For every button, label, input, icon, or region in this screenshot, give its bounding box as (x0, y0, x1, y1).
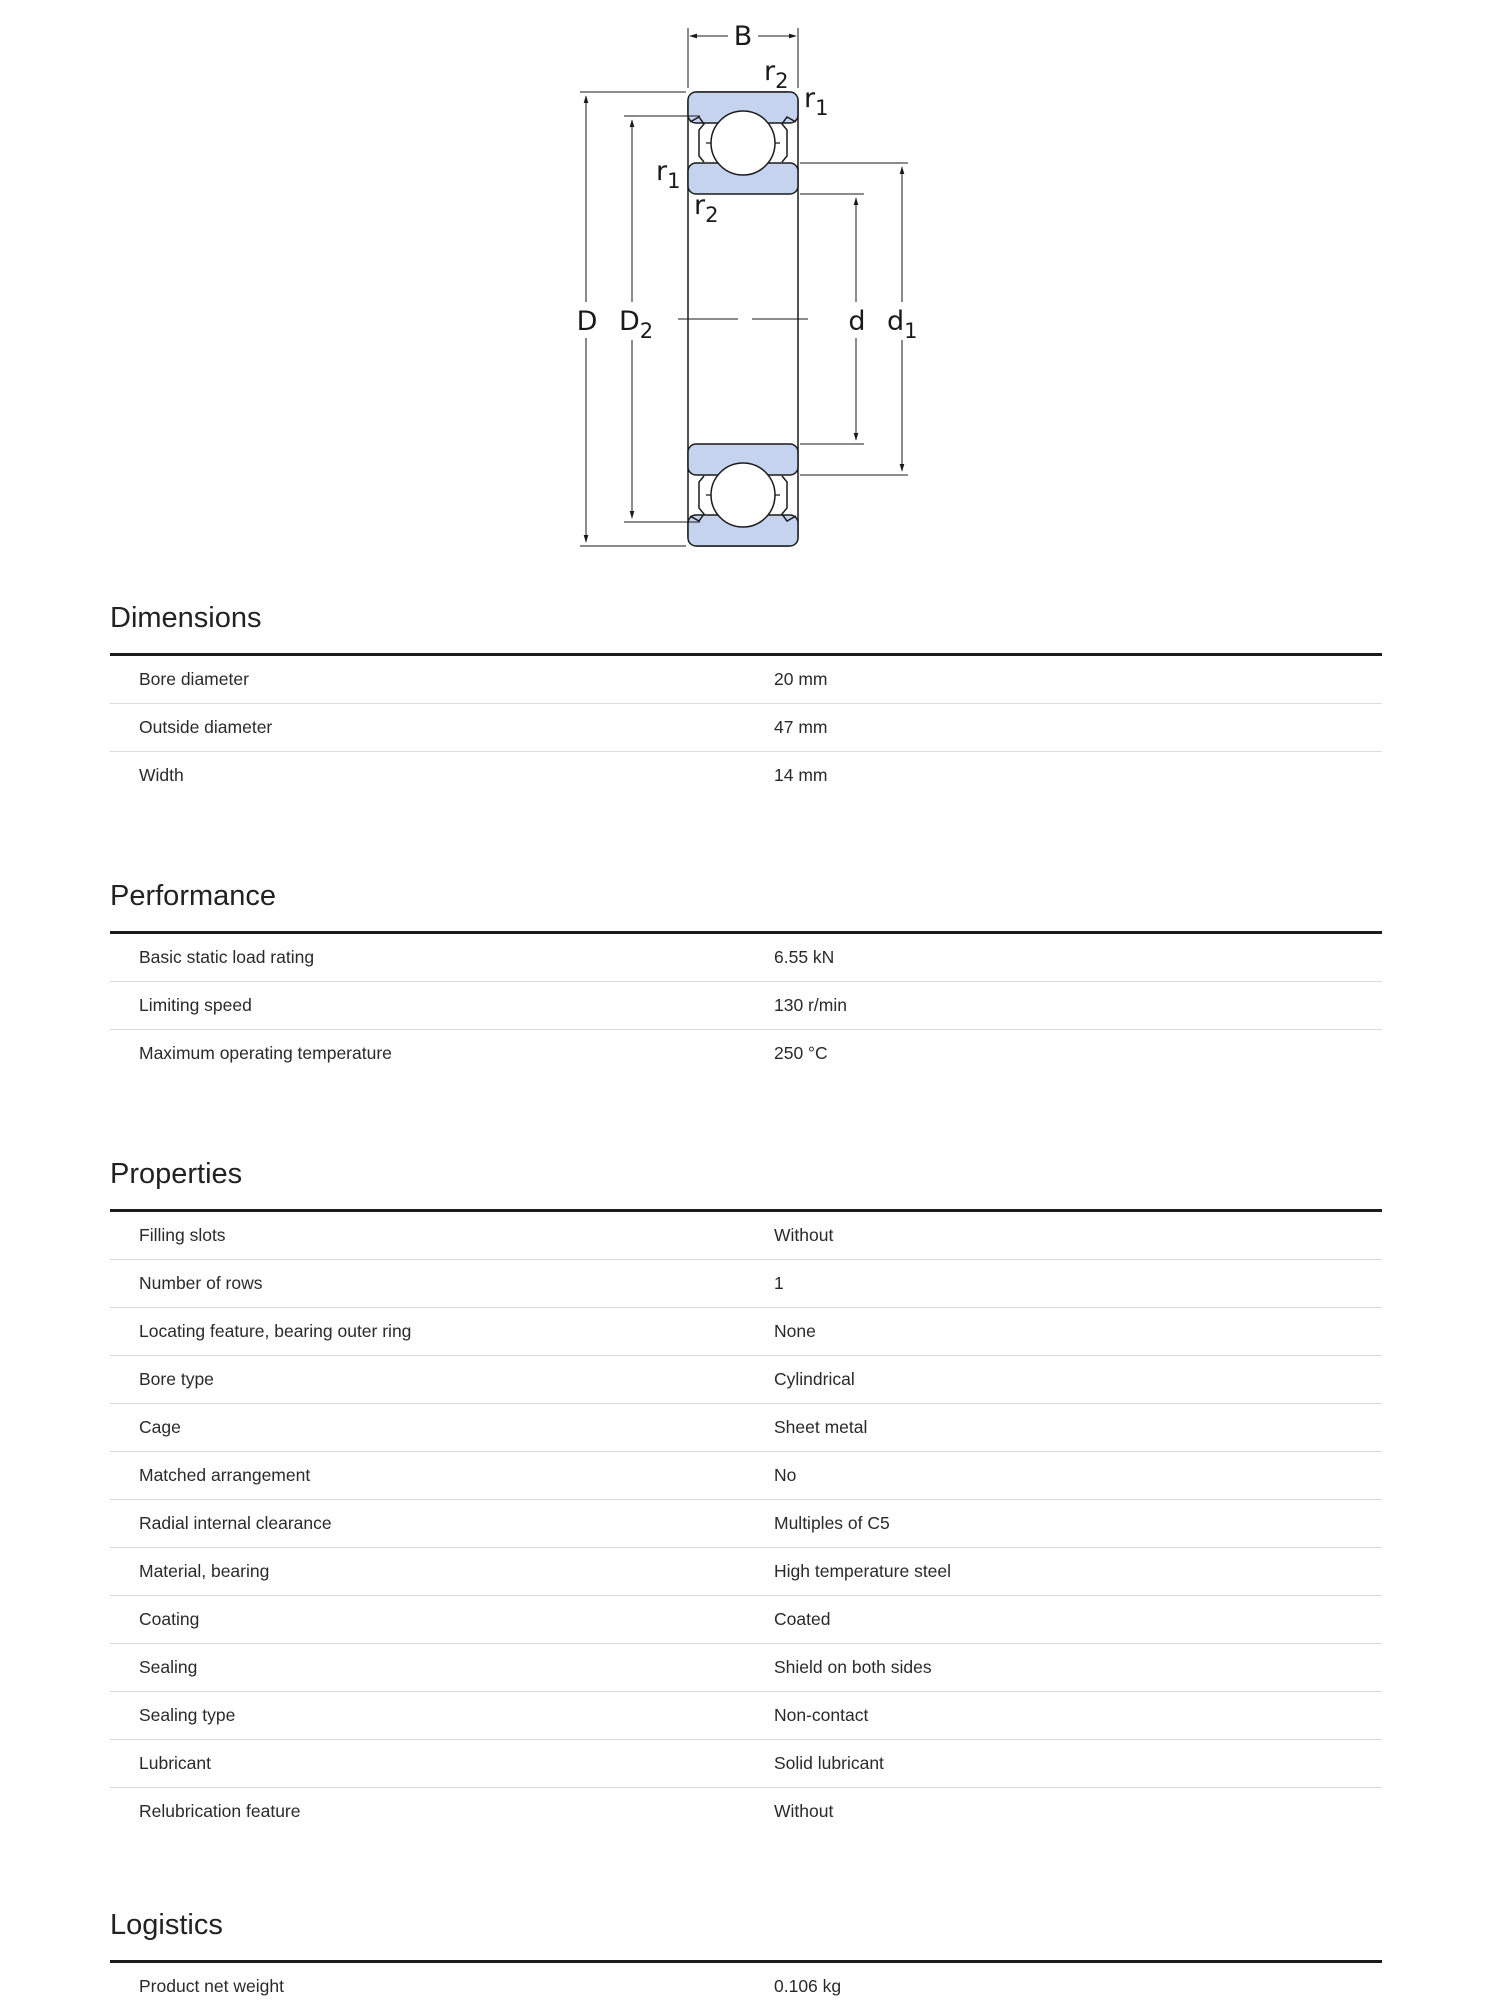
spec-label: Filling slots (139, 1225, 226, 1245)
spec-row (110, 1692, 1382, 1740)
spec-label: Locating feature, bearing outer ring (139, 1321, 412, 1341)
spec-row (110, 1548, 1382, 1596)
spec-label: Material, bearing (139, 1561, 270, 1581)
spec-label: Matched arrangement (139, 1465, 311, 1485)
spec-label: Coating (139, 1609, 200, 1629)
spec-value: 47 mm (774, 717, 828, 737)
spec-label: Relubrication feature (139, 1801, 301, 1821)
spec-label: Sealing type (139, 1705, 236, 1725)
spec-label: Product net weight (139, 1976, 284, 1996)
spec-row (110, 1404, 1382, 1452)
label-d: d (848, 306, 866, 337)
spec-value: 6.55 kN (774, 947, 835, 967)
section-title: Properties (110, 1158, 243, 1190)
spec-row (110, 656, 1382, 704)
label-r2-lower: $r_2$ (694, 190, 719, 227)
spec-value: Shield on both sides (774, 1657, 932, 1677)
ball-top (711, 111, 775, 175)
spec-value: 0.106 kg (774, 1976, 842, 1996)
spec-row (110, 1596, 1382, 1644)
spec-label: Lubricant (139, 1753, 211, 1773)
spec-label: Bore type (139, 1369, 214, 1389)
spec-row (110, 1212, 1382, 1260)
spec-row (110, 1452, 1382, 1500)
spec-value: Non-contact (774, 1705, 869, 1725)
section-title: Dimensions (110, 602, 262, 634)
section-title: Performance (110, 880, 277, 912)
spec-row (110, 982, 1382, 1030)
spec-value: 14 mm (774, 765, 828, 785)
ball-bottom (711, 463, 775, 527)
spec-row (110, 1260, 1382, 1308)
label-r1-left: $r_1$ (656, 156, 681, 193)
bearing-cross-section-diagram (0, 0, 1488, 560)
label-r1-right: $r_1$ (804, 83, 829, 120)
spec-label: Number of rows (139, 1273, 263, 1293)
spec-row (110, 1500, 1382, 1548)
spec-label: Width (139, 765, 184, 785)
spec-value: 1 (774, 1273, 784, 1293)
spec-value: 20 mm (774, 669, 828, 689)
spec-row (110, 1030, 1382, 1077)
spec-row (110, 704, 1382, 752)
spec-row (110, 1963, 1382, 2010)
spec-value: No (774, 1465, 797, 1485)
label-B: B (733, 21, 753, 52)
spec-row (110, 1740, 1382, 1788)
spec-label: Sealing (139, 1657, 198, 1677)
spec-value: Sheet metal (774, 1417, 868, 1437)
spec-table (110, 1212, 1382, 1835)
spec-label: Limiting speed (139, 995, 252, 1015)
spec-label: Radial internal clearance (139, 1513, 332, 1533)
spec-value: Solid lubricant (774, 1753, 884, 1773)
label-D: D (576, 306, 598, 337)
spec-label: Cage (139, 1417, 181, 1437)
spec-table (110, 934, 1382, 1077)
spec-value: Cylindrical (774, 1369, 855, 1389)
spec-value: Without (774, 1801, 834, 1821)
spec-value: Without (774, 1225, 834, 1245)
spec-table (110, 1963, 1382, 2010)
label-D2: $D_2$ (619, 306, 654, 343)
spec-value: High temperature steel (774, 1561, 952, 1581)
spec-row (110, 1308, 1382, 1356)
spec-value: Coated (774, 1609, 831, 1629)
spec-row (110, 1788, 1382, 1835)
section-title: Logistics (110, 1909, 223, 1941)
spec-table (110, 656, 1382, 799)
spec-label: Basic static load rating (139, 947, 315, 967)
spec-label: Maximum operating temperature (139, 1043, 392, 1063)
section-performance (110, 880, 1382, 1063)
label-r2-top: $r_2$ (764, 56, 789, 93)
spec-value: 130 r/min (774, 995, 847, 1015)
spec-row (110, 934, 1382, 982)
spec-row (110, 1356, 1382, 1404)
spec-label: Bore diameter (139, 669, 249, 689)
section-properties (110, 1158, 1382, 1821)
spec-row (110, 752, 1382, 799)
spec-value: Multiples of C5 (774, 1513, 890, 1533)
section-dimensions (110, 602, 1382, 785)
spec-label: Outside diameter (139, 717, 273, 737)
spec-row (110, 1644, 1382, 1692)
section-logistics (110, 1909, 1382, 1996)
spec-value: None (774, 1321, 816, 1341)
spec-value: 250 °C (774, 1043, 828, 1063)
label-d1: $d_1$ (887, 306, 918, 343)
